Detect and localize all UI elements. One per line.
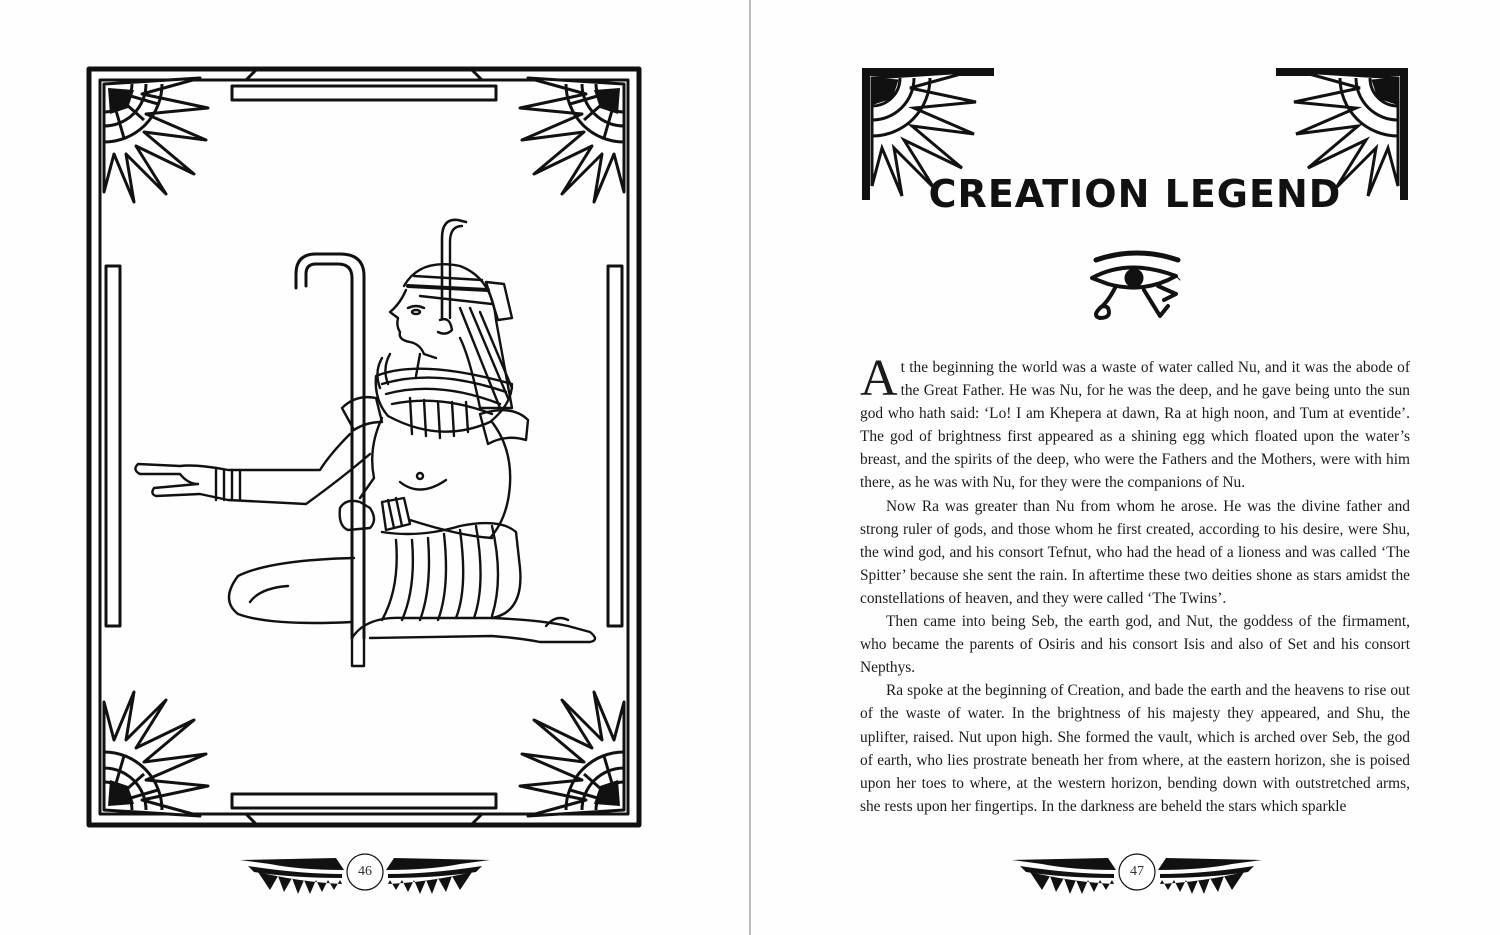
left-page: [0, 0, 749, 935]
page-number-right: 47: [1130, 864, 1144, 879]
paragraph-1-text: t the beginning the world was a waste of water called Nu, and it was the abode of the Great Father. He was Nu, for he was the deep, and he gave being unto the sun god who hath said: ‘Lo! I am Khepera at dawn, Ra at high noon, and Tum at eventide’. The god of brightness first appeared as a shining egg which floated upon the water’s breast, and the spirits of the deep, who were the Fathers and the Mothers, were with him there, as he was with Nu, for they were the companions of Nu.: [860, 359, 1410, 492]
right-page-footer: [1012, 848, 1262, 898]
drop-cap: A: [860, 350, 898, 407]
seated-goddess-illustration: [120, 208, 620, 678]
paragraph-1: [860, 350, 1410, 495]
chapter-body-text: [860, 350, 1410, 818]
eye-of-horus-icon: [1088, 250, 1184, 322]
left-page-footer: [240, 848, 490, 898]
paragraph-2: Now Ra was greater than Nu from whom he arose. He was the divine father and strong ruler of gods, and those whom he first created, according to his desire, were Shu, the wind god, and his consort Tefnut, who had the head of a lioness and was called ‘The Spitter’ because she sent the rain. In aftertime these two deities shone as stars amidst the constellations of heaven, and they were called ‘The Twins’.: [860, 497, 1410, 607]
chapter-title: CREATION LEGEND: [928, 172, 1342, 216]
paragraph-3: Then came into being Seb, the earth god, and Nut, the goddess of the firmament, who became the parents of Osiris and his consort Isis and also of Set and his consort Nepthys.: [860, 613, 1410, 677]
page-number-left: 46: [358, 864, 372, 879]
paragraph-4: Ra spoke at the beginning of Creation, and bade the earth and the heavens to rise out of the waste of water. In the brightness of his majesty they appeared, and Shu, the uplifter, raised. Nut upon high. She formed the vault, which is arched over Seb, the god of earth, who lies prostrate beneath her from where, at the eastern horizon, she is poised upon her toes to where, at the western horizon, bending down with outstretched arms, she rests upon her fingertips. In the darkness are beheld the stars which sparkle: [860, 682, 1410, 815]
